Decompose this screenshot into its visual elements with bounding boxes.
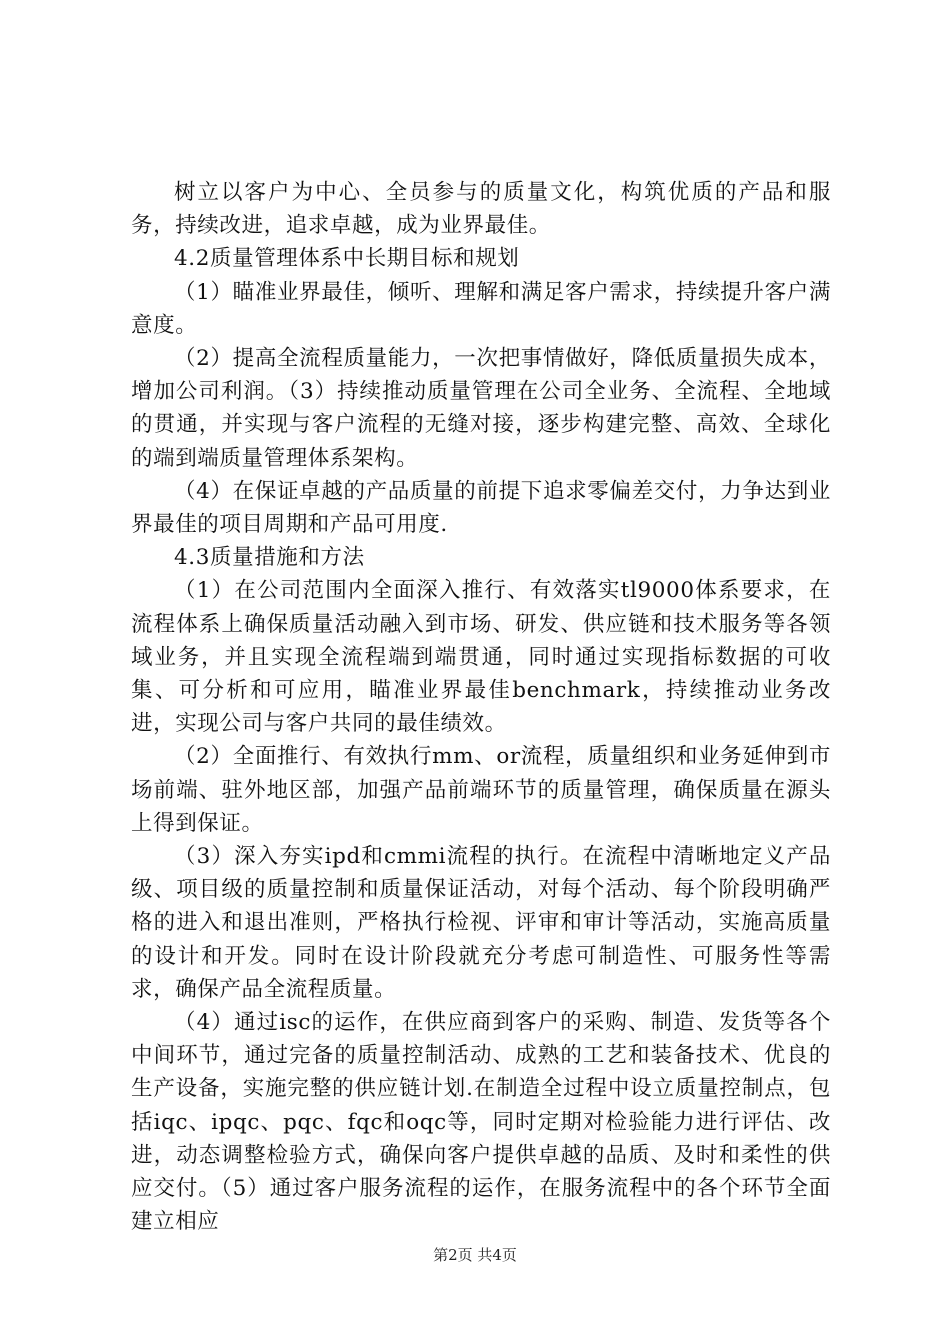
paragraph-quality-culture: 树立以客户为中心、全员参与的质量文化，构筑优质的产品和服务，持续改进，追求卓越，成为业界最佳。 (131, 180, 831, 239)
paragraph-goal-1: （1）瞄准业界最佳，倾听、理解和满足客户需求，持续提升客户满意度。 (131, 279, 831, 338)
document-body (131, 176, 831, 1239)
paragraph-goal-2-3: （2）提高全流程质量能力，一次把事情做好，降低质量损失成本，增加公司利润。（3）持续推动质量管理在公司全业务、全流程、全地域的贯通，并实现与客户流程的无缝对接，逐步构建完整、高效、全球化的端到端质量管理体系架构。 (131, 346, 831, 471)
section-heading-4-3: 4.3质量措施和方法 (174, 545, 365, 571)
paragraph-measure-4-5: （4）通过isc的运作，在供应商到客户的采购、制造、发货等各个中间环节，通过完备的质量控制活动、成熟的工艺和装备技术、优良的生产设备，实施完整的供应链计划.在制造全过程中设立质量控制点，包括iqc、ipqc、pqc、fqc和oqc等，同时定期对检验能力进行评估、改进，动态调整检验方式，确保向客户提供卓越的品质、及时和柔性的供应交付。（5）通过客户服务流程的运作，在服务流程中的各个环节全面建立相应 (131, 1010, 831, 1235)
paragraph-measure-3: （3）深入夯实ipd和cmmi流程的执行。在流程中清晰地定义产品级、项目级的质量控制和质量保证活动，对每个活动、每个阶段明确严格的进入和退出准则，严格执行检视、评审和审计等活动，实施高质量的设计和开发。同时在设计阶段就充分考虑可制造性、可服务性等需求，确保产品全流程质量。 (131, 844, 831, 1002)
section-heading-4-2: 4.2质量管理体系中长期目标和规划 (174, 246, 520, 272)
paragraph-goal-4: （4）在保证卓越的产品质量的前提下追求零偏差交付，力争达到业界最佳的项目周期和产品可用度. (131, 478, 831, 538)
paragraph-measure-2: （2）全面推行、有效执行mm、or流程，质量组织和业务延伸到市场前端、驻外地区部，加强产品前端环节的质量管理，确保质量在源头上得到保证。 (131, 744, 831, 836)
page-number-footer: 第2页 共4页 (433, 1246, 517, 1264)
paragraph-measure-1: （1）在公司范围内全面深入推行、有效落实tl9000体系要求，在流程体系上确保质量活动融入到市场、研发、供应链和技术服务等各领域业务，并且实现全流程端到端贯通，同时通过实现指标数据的可收集、可分析和可应用，瞄准业界最佳benchmark，持续推动业务改进，实现公司与客户共同的最佳绩效。 (131, 578, 831, 737)
